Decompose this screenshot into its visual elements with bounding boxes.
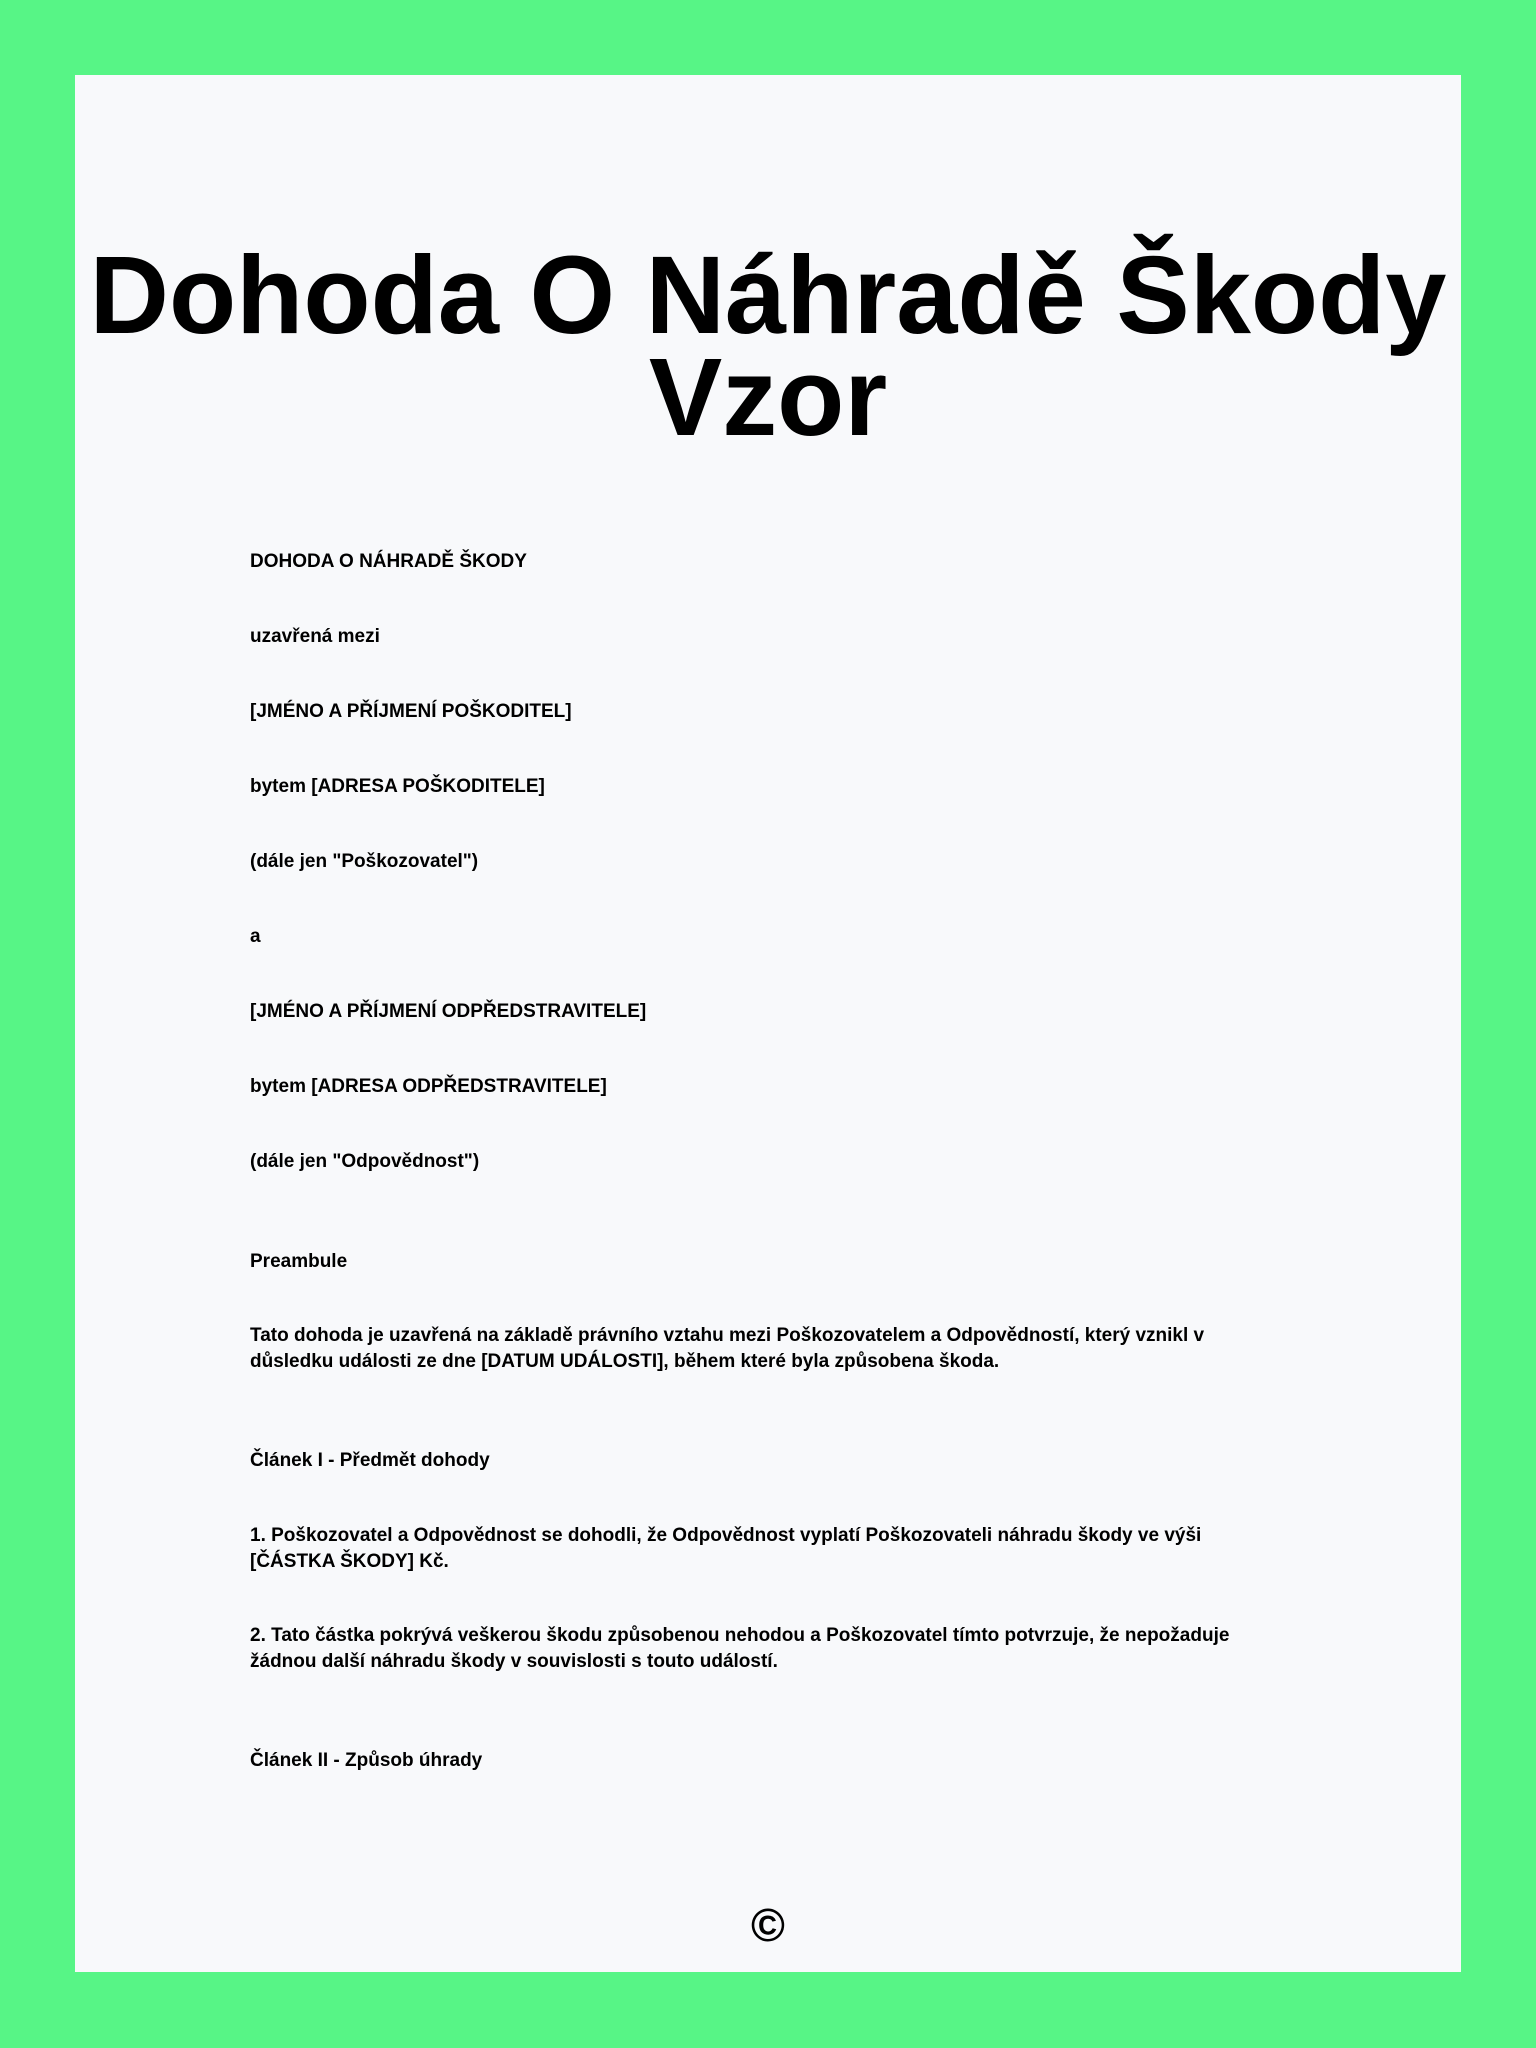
document-title: Dohoda O Náhradě Škody Vzor xyxy=(89,234,1447,459)
paragraph: a xyxy=(250,926,261,947)
paragraph: (dále jen "Poškozovatel") xyxy=(250,851,479,872)
paragraph: bytem [ADRESA POŠKODITELE] xyxy=(250,776,545,797)
paragraph: [JMÉNO A PŘÍJMENÍ POŠKODITEL] xyxy=(250,701,572,722)
paragraph: bytem [ADRESA ODPŘEDSTRAVITELE] xyxy=(250,1076,607,1097)
agreement-heading: DOHODA O NÁHRADĚ ŠKODY xyxy=(250,551,527,572)
paragraph: [JMÉNO A PŘÍJMENÍ ODPŘEDSTRAVITELE] xyxy=(250,1001,647,1022)
copyright-icon: © xyxy=(751,1899,785,1951)
section-heading: Preambule xyxy=(250,1251,348,1272)
paragraph: 2. Tato částka pokrývá veškerou škodu způsobenou nehodou a Poškozovatel tímto potvrzuje, že nepožaduje žádnou další náhradu škody v souvislosti s touto událostí. xyxy=(250,1625,1230,1672)
paragraph: uzavřená mezi xyxy=(250,626,380,647)
paragraph: 1. Poškozovatel a Odpovědnost se dohodli, že Odpovědnost vyplatí Poškozovateli náhradu škody ve výši [ČÁSTKA ŠKODY] Kč. xyxy=(250,1525,1202,1572)
paragraph: (dále jen "Odpovědnost") xyxy=(250,1151,480,1172)
section-heading: Článek II - Způsob úhrady xyxy=(250,1750,483,1771)
paragraph: Tato dohoda je uzavřená na základě právního vztahu mezi Poškozovatelem a Odpovědností, který vznikl v důsledku události ze dne [DATUM UDÁLOSTI], během které byla způsobena škoda. xyxy=(250,1325,1205,1372)
section-heading: Článek I - Předmět dohody xyxy=(250,1450,490,1471)
